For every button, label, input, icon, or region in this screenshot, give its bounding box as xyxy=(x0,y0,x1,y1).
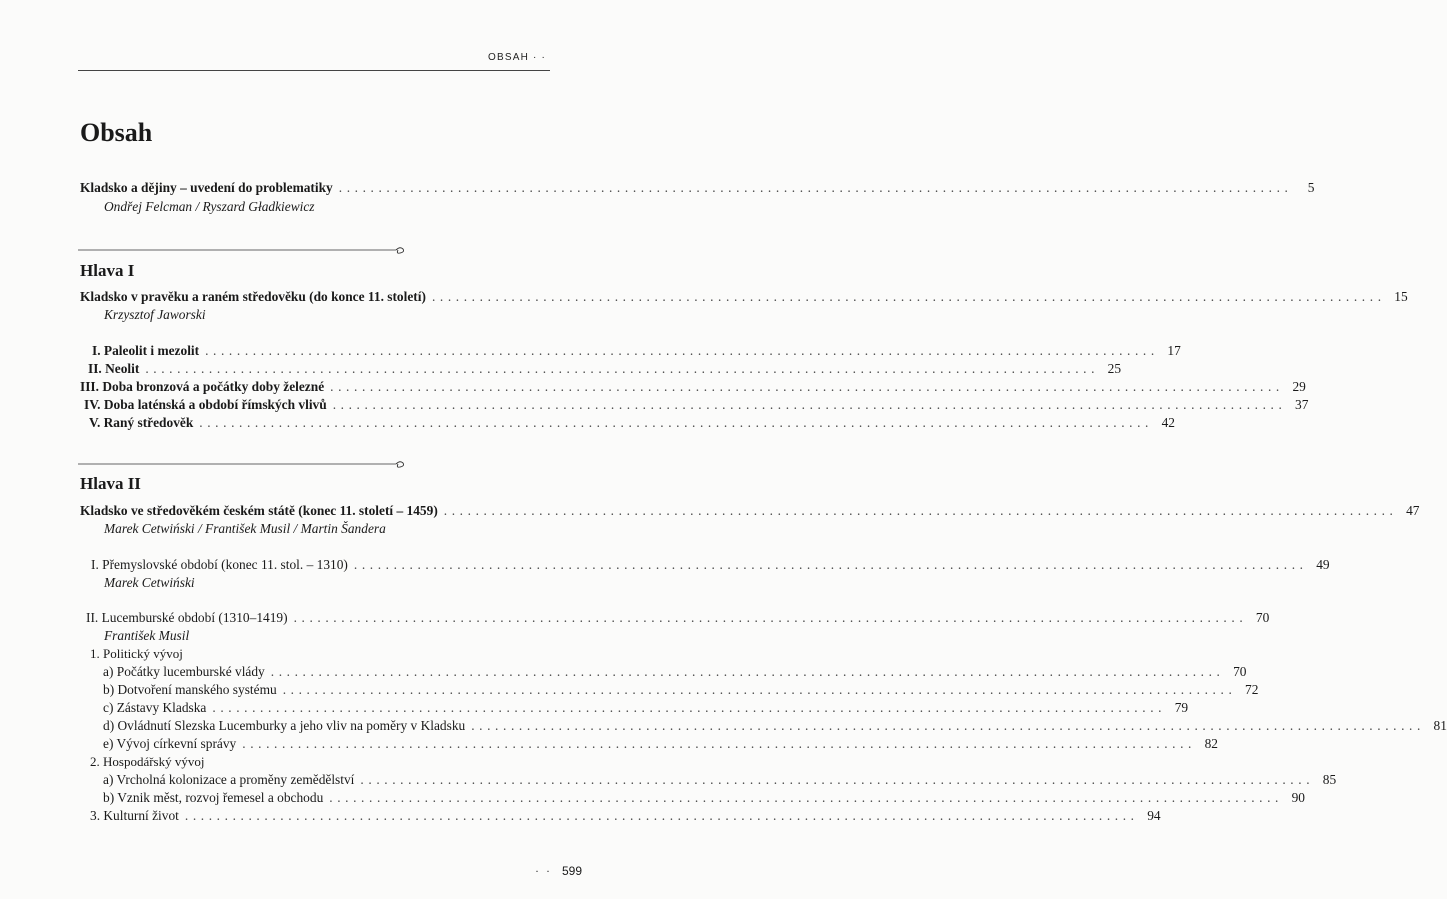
chapter-2-heading: Hlava II xyxy=(80,474,141,493)
toc-entry-page: 25 xyxy=(1107,361,1122,376)
toc-entry-label: IV. Doba laténská a období římských vlivů xyxy=(84,397,327,412)
toc-entry-label: II. Neolit xyxy=(88,361,140,376)
leader-dots: ........................................................................................................................ xyxy=(329,790,1283,805)
toc-entry-section-2 xyxy=(86,609,1270,627)
page-number: 599 xyxy=(562,864,583,878)
toc-entry-page: 72 xyxy=(1245,682,1259,697)
toc-entry xyxy=(103,681,1259,699)
toc-entry-label: 3. Kulturní život xyxy=(90,808,179,823)
subsection-heading: 2. Hospodářský vývoj xyxy=(90,754,205,769)
leader-dots: ........................................................................................................................ xyxy=(212,700,1167,715)
toc-entry-authors: Ondřej Felcman / Ryszard Gładkiewicz xyxy=(104,199,315,214)
toc-entry-page: 5 xyxy=(1307,180,1315,195)
toc-entry-label: III. Doba bronzová a počátky doby železné xyxy=(80,379,325,394)
leader-dots: ........................................................................................................................ xyxy=(338,180,1293,195)
toc-entry-authors: Krzysztof Jaworski xyxy=(104,307,206,322)
leader-dots: ........................................................................................................................ xyxy=(353,557,1308,572)
toc-entry-label: a) Vrcholná kolonizace a proměny zemědělství xyxy=(103,772,355,787)
toc-entry-page: 47 xyxy=(1406,503,1420,518)
toc-entry-page: 70 xyxy=(1255,610,1270,625)
toc-entry-page: 42 xyxy=(1161,415,1175,430)
leader-dots: ........................................................................................................................ xyxy=(431,289,1386,304)
toc-entry-page: 70 xyxy=(1233,664,1247,679)
toc-entry-chapter-2 xyxy=(80,502,1420,520)
footer-dots: · · xyxy=(535,864,552,878)
running-header xyxy=(488,52,546,63)
leader-dots: ........................................................................................................................ xyxy=(145,361,1100,376)
toc-entry-label: d) Ovládnutí Slezska Lucemburky a jeho vliv na poměry v Kladsku xyxy=(103,718,466,733)
toc-entry xyxy=(88,360,1122,378)
toc-entry-label: Kladsko v pravěku a raném středověku (do konce 11. století) xyxy=(80,289,426,304)
leader-dots: ........................................................................................................................ xyxy=(443,503,1398,518)
toc-entry xyxy=(90,807,1161,825)
toc-entry-authors: Marek Cetwiński / František Musil / Martin Šandera xyxy=(104,521,386,536)
toc-entry xyxy=(84,396,1309,414)
toc-entry-label: I. Přemyslovské období (konec 11. stol. – 1310) xyxy=(91,557,348,572)
leader-dots: ........................................................................................................................ xyxy=(330,379,1284,394)
toc-entry-page: 82 xyxy=(1204,736,1218,751)
page-title: Obsah xyxy=(80,118,153,147)
toc-entry-authors: Marek Cetwiński xyxy=(104,575,195,590)
toc-entry xyxy=(92,342,1181,360)
leader-dots: ........................................................................................................................ xyxy=(293,610,1248,625)
toc-entry-page: 94 xyxy=(1147,808,1161,823)
toc-entry-intro xyxy=(80,179,1315,197)
toc-entry-label: II. Lucemburské období (1310–1419) xyxy=(86,610,288,625)
toc-entry-label: a) Počátky lucemburské vlády xyxy=(103,664,265,679)
chapter-1-heading: Hlava I xyxy=(80,261,135,280)
chapter-separator-ornament xyxy=(78,244,408,256)
toc-entry-page: 17 xyxy=(1167,343,1181,358)
toc-entry-section-1 xyxy=(91,556,1330,574)
toc-entry-authors: František Musil xyxy=(104,628,190,643)
header-rule xyxy=(78,70,550,71)
toc-entry xyxy=(103,663,1247,681)
toc-entry-label: Kladsko a dějiny – uvedení do problematiky xyxy=(80,180,333,195)
toc-entry-page: 49 xyxy=(1316,557,1330,572)
toc-entry xyxy=(80,378,1306,396)
toc-entry-page: 90 xyxy=(1291,790,1305,805)
chapter-separator-ornament xyxy=(78,458,408,470)
toc-entry-label: b) Dotvoření manského systému xyxy=(103,682,277,697)
toc-entry-chapter-1 xyxy=(80,288,1408,306)
toc-entry xyxy=(103,717,1447,735)
toc-entry xyxy=(103,735,1218,753)
running-header-dots: · · xyxy=(533,52,547,63)
leader-dots: ........................................................................................................................ xyxy=(205,343,1159,358)
leader-dots: ........................................................................................................................ xyxy=(242,736,1196,751)
toc-entry xyxy=(103,699,1189,717)
subsection-heading: 1. Politický vývoj xyxy=(90,646,183,661)
toc-entry-page: 29 xyxy=(1292,379,1306,394)
leader-dots: ........................................................................................................................ xyxy=(199,415,1153,430)
toc-entry-page: 79 xyxy=(1174,700,1189,715)
leader-dots: ........................................................................................................................ xyxy=(332,397,1287,412)
toc-entry xyxy=(103,771,1337,789)
toc-entry-label: e) Vývoj církevní správy xyxy=(103,736,237,751)
toc-entry xyxy=(103,789,1305,807)
leader-dots: ........................................................................................................................ xyxy=(184,808,1139,823)
toc-entry-page: 85 xyxy=(1322,772,1337,787)
toc-entry-page: 81 xyxy=(1433,718,1447,733)
leader-dots: ........................................................................................................................ xyxy=(471,718,1425,733)
toc-entry-label: V. Raný středověk xyxy=(89,415,194,430)
toc-entry-label: c) Zástavy Kladska xyxy=(103,700,207,715)
toc-entry-page: 15 xyxy=(1394,289,1408,304)
running-header-title: OBSAH xyxy=(488,52,530,63)
leader-dots: ........................................................................................................................ xyxy=(270,664,1225,679)
leader-dots: ........................................................................................................................ xyxy=(282,682,1237,697)
toc-entry-label: Kladsko ve středověkém českém státě (konec 11. století – 1459) xyxy=(80,503,438,518)
toc-entry-page: 37 xyxy=(1295,397,1309,412)
toc-entry-label: I. Paleolit i mezolit xyxy=(92,343,200,358)
toc-entry-label: b) Vznik měst, rozvoj řemesel a obchodu xyxy=(103,790,324,805)
leader-dots: ........................................................................................................................ xyxy=(360,772,1315,787)
toc-entry xyxy=(89,414,1175,432)
